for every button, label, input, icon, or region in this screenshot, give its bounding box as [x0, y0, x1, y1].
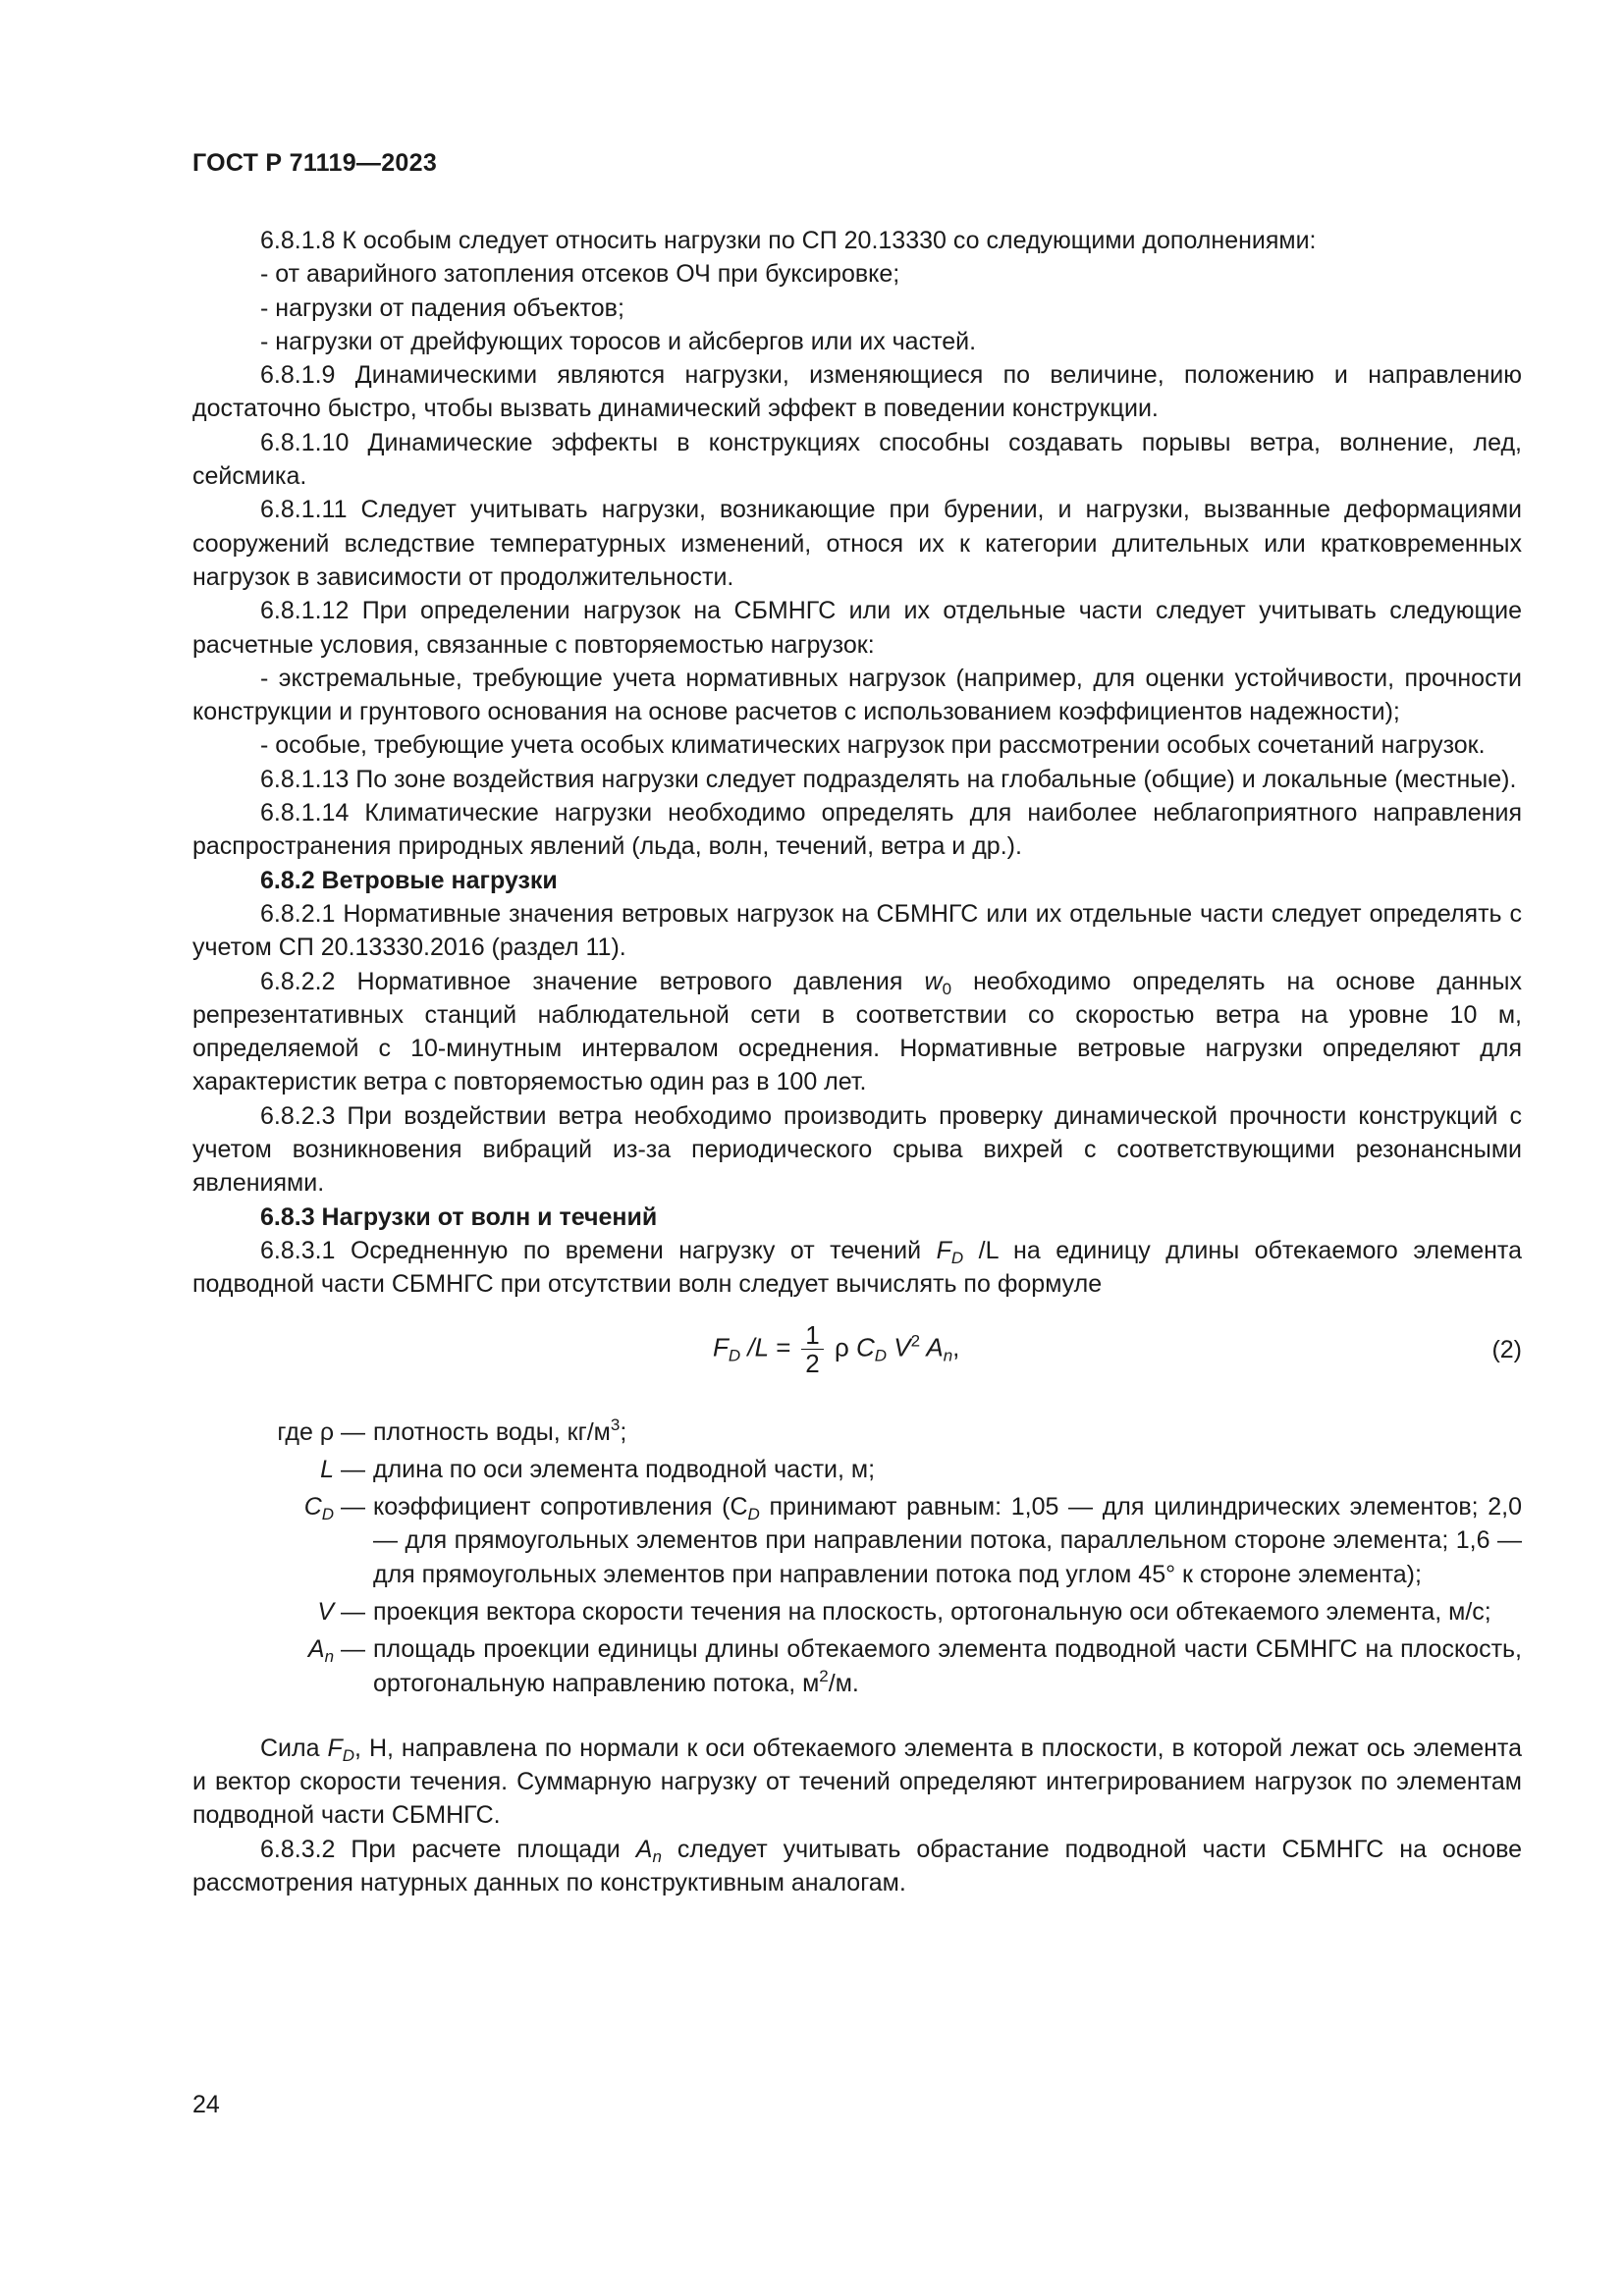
formula-block	[192, 1302, 1522, 1415]
section-heading-682: 6.8.2 Ветровые нагрузки	[260, 866, 558, 894]
list-item: - экстремальные, требующие учета нормативных нагрузок (например, для оценки устойчивости, прочности конструкции и грунтового основания на основе расчетов с использованием коэффициентов надежности);	[192, 664, 1522, 726]
list-item: - нагрузки от дрейфующих торосов и айсбергов или их частей.	[260, 327, 977, 355]
page-body	[192, 224, 1522, 1899]
paragraph-6823: 6.8.2.3 При воздействии ветра необходимо производить проверку динамической прочности конструкций с учетом возникновения вибраций из-за периодического срыва вихрей с соответствующими резонансными явлениями.	[192, 1101, 1522, 1198]
paragraph-6821: 6.8.2.1 Нормативные значения ветровых нагрузок на СБМНГС или их отдельные части следует определять с учетом СП 20.13330.2016 (раздел 11).	[192, 899, 1522, 962]
list-item: - особые, требующие учета особых климатических нагрузок при рассмотрении особых сочетаний нагрузок.	[260, 731, 1486, 760]
spacer	[192, 1704, 1522, 1732]
paragraph-6822: 6.8.2.2 Нормативное значение ветрового давления $w_0$ необходимо определять на основе данных репрезентативных станций наблюдательной сети в соответствии со скоростью ветра на уровне 10 м, определяемой с 10-минутным интервалом осреднения. Нормативные ветровые нагрузки определяют для характеристик ветра с повторяемостью один раз в 100 лет.	[192, 967, 1522, 1096]
definition-rho: где ρ — плотность воды, $кг/м^3$;	[277, 1415, 627, 1446]
paragraph-68111: 6.8.1.11 Следует учитывать нагрузки, возникающие при бурении, и нагрузки, вызванные деформациями сооружений вследствие температурных изменений, относя их к категории длительных или кратковременных нагрузок в зависимости от продолжительности.	[192, 496, 1522, 591]
paragraph-68112: 6.8.1.12 При определении нагрузок на СБМНГС или их отдельные части следует учитывать следующие расчетные условия, связанные с повторяемостью нагрузок:	[192, 597, 1522, 659]
equation-number: (2)	[1491, 1335, 1522, 1363]
paragraph-force: Сила $F_D$, Н, направлена по нормали к оси обтекаемого элемента в плоскости, в которой лежат ось элемента и вектор скорости течения. Суммарную нагрузку от течений определяют интегрированием нагрузок по элементам подводной части СБМНГС.	[192, 1734, 1522, 1830]
paragraph-68113: 6.8.1.13 По зоне воздействия нагрузки следует подразделять на глобальные (общие) и локальные (местные).	[260, 765, 1517, 793]
definition-An: $A_n$ — площадь проекции единицы длины обтекаемого элемента подводной части СБМНГС на плоскость, ортогональную направлению потока, $м^2/м$.	[307, 1635, 1522, 1697]
paragraph-68114: 6.8.1.14 Климатические нагрузки необходимо определять для наиболее неблагоприятного направления распространения природных явлений (льда, волн, течений, ветра и др.).	[192, 799, 1522, 861]
paragraph-6818: 6.8.1.8 К особым следует относить нагрузки по СП 20.13330 со следующими дополнениями:	[260, 227, 1317, 254]
paragraph-6832: 6.8.3.2 При расчете площади $A_n$ следует учитывать обрастание подводной части СБМНГС на основе рассмотрения натурных данных по конструктивным аналогам.	[192, 1835, 1522, 1897]
document-code-header: ГОСТ Р 71119—2023	[192, 149, 438, 177]
page-number: 24	[192, 2091, 220, 2118]
paragraph-6831: 6.8.3.1 Осредненную по времени нагрузку от течений $F_D$ /L на единицу длины обтекаемого элемента подводной части СБМНГС при отсутствии волн следует вычислять по формуле	[192, 1236, 1522, 1299]
paragraph-6819: 6.8.1.9 Динамическими являются нагрузки, изменяющиеся по величине, положению и направлению достаточно быстро, чтобы вызвать динамический эффект в поведении конструкции.	[192, 361, 1522, 423]
symbol-definitions	[192, 1415, 1522, 1700]
fraction: $\frac{1}{2}$	[801, 1321, 823, 1377]
drag-formula: $F_D$ /L = $\frac{1}{2}$ ρ $C_D$ $V^2$ $A_n$,	[713, 1319, 960, 1378]
paragraph-68110: 6.8.1.10 Динамические эффекты в конструкциях способны создавать порывы ветра, волнение, лед, сейсмика.	[192, 428, 1522, 491]
list-item: - нагрузки от падения объектов;	[260, 294, 624, 322]
definition-V: V — проекция вектора скорости течения на плоскость, ортогональную оси обтекаемого элемента, м/с;	[317, 1597, 1491, 1626]
definition-CD: $C_D$ — коэффициент сопротивления ($C_D$ принимают равным: 1,05 — для цилиндрических элементов; 2,0 — для прямоугольных элементов при направлении потока, параллельном стороне элемента; 1,6 — для прямоугольных элементов при направлении потока под углом 45° к стороне элемента);	[303, 1493, 1522, 1588]
definition-L: L — длина по оси элемента подводной части, м;	[320, 1455, 876, 1483]
list-item: - от аварийного затопления отсеков ОЧ при буксировке;	[260, 260, 900, 289]
section-heading-683: 6.8.3 Нагрузки от волн и течений	[260, 1202, 658, 1231]
